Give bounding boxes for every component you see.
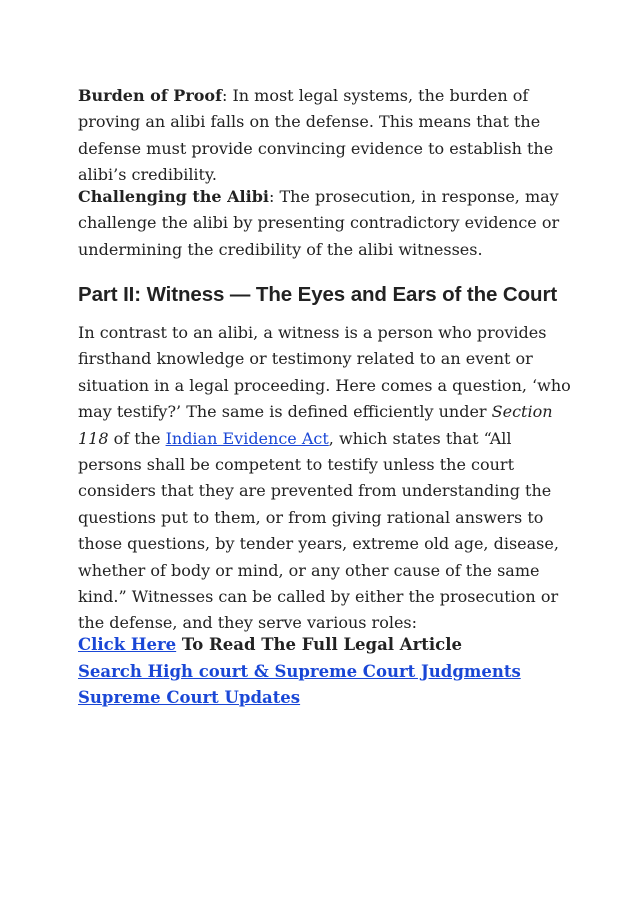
click-here-line (78, 632, 521, 659)
burden-of-proof-text: : In most legal systems, the burden of proving an alibi falls on the defense. This means that the defense must provide convincing evidence to establish the alibi’s credibility. (78, 86, 554, 185)
click-here-link[interactable]: Click Here (78, 635, 177, 654)
burden-of-proof-paragraph (78, 83, 578, 189)
supreme-court-updates-link[interactable]: Supreme Court Updates (78, 688, 301, 707)
challenging-alibi-term: Challenging the Alibi (78, 187, 269, 206)
click-here-rest: To Read The Full Legal Article (176, 635, 462, 654)
witness-text-part3: , which states that “All persons shall be competent to testify unless the court considers that they are prevented from understanding the questions put to them, or from giving rational answers to those questions, by tender years, extreme old age, disease, whether of body or mind, or any other cause of the same kind.” Witnesses can be called by either the prosecution or the defense, and they serve various roles: (78, 428, 559, 633)
challenging-alibi-paragraph (78, 184, 578, 263)
section-heading: Part II: Witness — The Eyes and Ears of the Court (78, 283, 558, 306)
indian-evidence-act-link[interactable]: Indian Evidence Act (165, 428, 329, 448)
witness-text-part2: of the (108, 428, 166, 448)
article-links (78, 632, 521, 712)
witness-text-part1: In contrast to an alibi, a witness is a person who provides firsthand knowledge or testimony related to an event or situation in a legal proceeding. Here comes a question, ‘who may testify?’ The same is defined efficiently under (78, 323, 571, 422)
witness-paragraph (78, 320, 578, 637)
search-judgments-link[interactable]: Search High court & Supreme Court Judgments (78, 661, 521, 681)
section-118-reference: Section 118 (78, 402, 553, 448)
burden-of-proof-term: Burden of Proof (78, 86, 222, 105)
challenging-alibi-text: : The prosecution, in response, may challenge the alibi by presenting contradictory evidence or undermining the credibility of the alibi witnesses. (78, 187, 560, 259)
